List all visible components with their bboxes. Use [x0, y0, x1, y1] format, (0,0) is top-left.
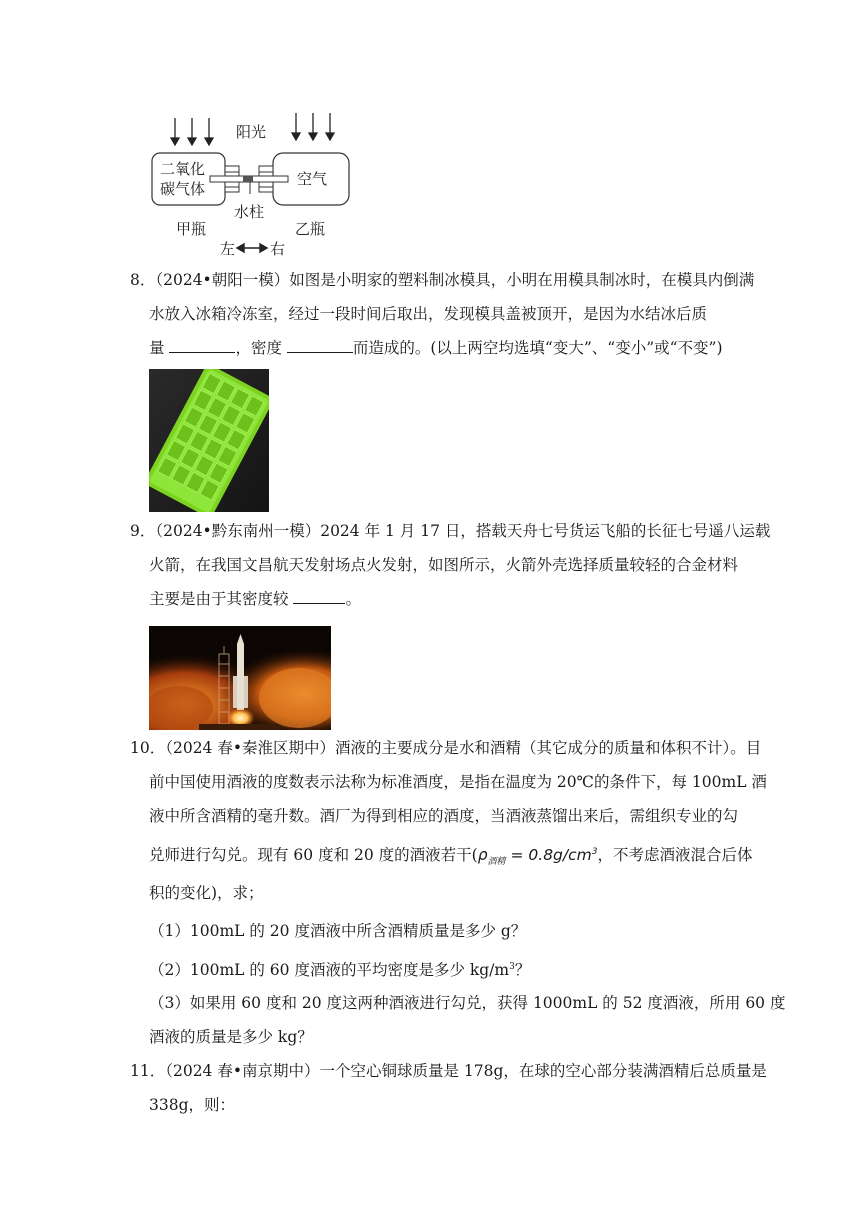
q8-line-1: 8．（2024•朝阳一模）如图是小明家的塑料制冰模具，小明在用模具制冰时，在模具内倒满: [130, 271, 755, 289]
q10-sub-2: [149, 957, 530, 980]
rho-subscript: 酒精: [487, 857, 506, 868]
q10-text-b: ，不考虑酒液混合后体: [597, 846, 753, 865]
double-arrow: [237, 244, 267, 252]
q9-text-a: 主要是由于其密度较: [149, 590, 294, 608]
q9-line-1: 9．（2024•黔东南州一模）2024 年 1 月 17 日，搭载天舟七号货运飞船的长征七号遥八运载: [130, 522, 771, 540]
q10-line-4: [149, 842, 753, 872]
q10-line-5: 积的变化)，求；: [149, 884, 264, 902]
q10-sub-3-line-2: 酒液的质量是多少 kg？: [149, 1028, 313, 1046]
q10-line-2: 前中国使用酒液的度数表示法称为标准酒度，是指在温度为 20℃的条件下，每 100mL 酒: [149, 773, 767, 791]
q10-sub2-text: （2）100mL 的 60 度酒液的平均密度是多少 kg/m: [149, 961, 510, 980]
bottle-experiment-diagram: [140, 110, 380, 260]
sunlight-label: 阳光: [236, 123, 267, 141]
q8-line-3: [149, 338, 723, 358]
q11-line-1: 11．（2024 春•南京期中）一个空心铜球质量是 178g，在球的空心部分装满酒精后总质量是: [130, 1062, 767, 1080]
left-bottle-text-2: 碳气体: [160, 180, 206, 198]
q11-line-2: 338g，则：: [149, 1096, 236, 1114]
rocket-launch-photo: [149, 626, 331, 730]
left-bottle-label: 甲瓶: [176, 220, 207, 238]
q8-blank-mass[interactable]: [169, 338, 235, 353]
q10-line-3: 液中所含酒精的毫升数。酒厂为得到相应的酒度，当酒液蒸馏出来后，需组织专业的勾: [149, 807, 739, 825]
left-bottle-text-1: 二氧化: [160, 160, 206, 178]
q8-blank-density[interactable]: [287, 338, 353, 353]
q9-text-b: 。: [345, 590, 361, 608]
water-column-label: 水柱: [234, 203, 265, 221]
formula-exponent: 3: [591, 847, 598, 857]
direction-left-label: 左: [220, 240, 236, 258]
q9-line-3: [149, 589, 361, 609]
q9-line-2: 火箭，在我国文昌航天发射场点火发射，如图所示，火箭外壳选择质量较轻的合金材料: [149, 556, 739, 574]
q10-line-1: 10．（2024 春•秦淮区期中）酒液的主要成分是水和酒精（其它成分的质量和体积不计）。目: [130, 739, 762, 757]
q10-formula: [477, 846, 598, 868]
q10-text-a: 兑师进行勾兑。现有 60 度和 20 度的酒液若干(: [149, 846, 478, 865]
rho-symbol: ρ: [477, 846, 488, 865]
ice-tray-photo: [149, 369, 269, 512]
q10-sub-3-line-1: （3）如果用 60 度和 20 度这两种酒液进行勾兑，获得 1000mL 的 52 度酒液，所用 60 度: [149, 994, 786, 1012]
right-bottle-text: 空气: [297, 170, 328, 188]
q10-sub2-exponent: 3: [509, 962, 515, 972]
q10-sub-1: （1）100mL 的 20 度酒液中所含酒精质量是多少 g？: [149, 922, 527, 940]
q8-text-b: ，密度: [235, 339, 287, 357]
water-column: [243, 176, 253, 182]
formula-value: = 0.8g/cm: [505, 846, 592, 865]
q9-blank-density[interactable]: [293, 589, 345, 604]
q8-text-c: 而造成的。(以上两空均选填“变大”、“变小”或“不变”): [352, 339, 723, 357]
sunlight-arrows-right: [292, 113, 334, 140]
sunlight-arrows-left: [171, 118, 213, 145]
q8-text-a: 量: [149, 339, 170, 357]
direction-right-label: 右: [270, 240, 286, 258]
right-bottle-label: 乙瓶: [295, 220, 326, 238]
q8-line-2: 水放入冰箱冷冻室，经过一段时间后取出，发现模具盖被顶开，是因为水结冰后质: [149, 305, 708, 323]
q10-sub2-end: ？: [514, 961, 531, 980]
